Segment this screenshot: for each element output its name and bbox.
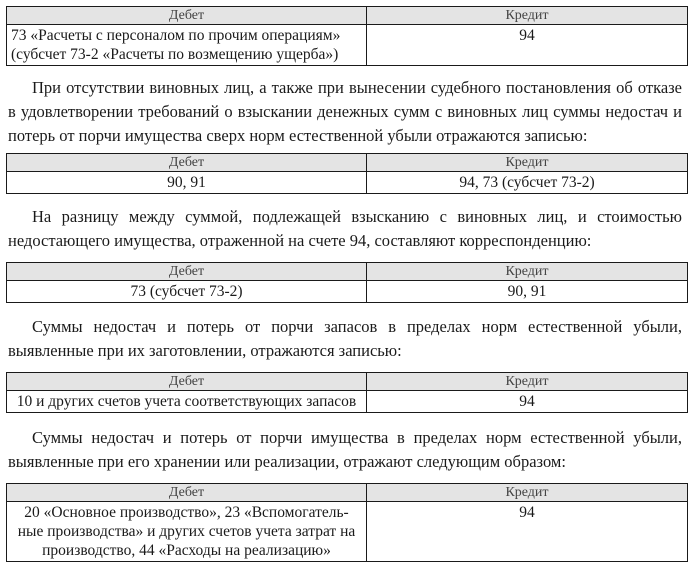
table-row [7, 25, 688, 66]
table-header-row [7, 373, 688, 391]
table-header-row [7, 263, 688, 281]
table-row [7, 281, 688, 303]
table-row [7, 172, 688, 194]
entry-table-3 [6, 262, 688, 303]
debit-text-line: ные производства» и других счетов учета затрат на [17, 523, 356, 540]
table-row [7, 391, 688, 413]
credit-cell: 94, 73 (субсчет 73-2) [367, 172, 688, 194]
debit-cell: 10 и других счетов учета соответствующих запасов [7, 391, 367, 413]
debit-text-line: 20 «Основное производство», 23 «Вспомогатель- [24, 504, 349, 521]
entry-table-2 [6, 153, 688, 194]
credit-header: Кредит [367, 484, 688, 502]
table-row [7, 502, 688, 562]
table-header-row [7, 484, 688, 502]
credit-cell: 94 [367, 391, 688, 413]
debit-header: Дебет [7, 154, 367, 172]
debit-header: Дебет [7, 263, 367, 281]
debit-header: Дебет [7, 373, 367, 391]
debit-text-line: (субсчет 73-2 «Расчеты по возмещению ущерба») [11, 46, 339, 63]
credit-header: Кредит [367, 154, 688, 172]
credit-cell: 94 [367, 25, 688, 66]
debit-cell [7, 502, 367, 562]
entry-table-4 [6, 372, 688, 413]
credit-header: Кредит [367, 7, 688, 25]
debit-text-line: 73 «Расчеты с персоналом по прочим операциям» [11, 27, 341, 44]
debit-cell [7, 25, 367, 66]
paragraph-3: Суммы недостач и потерь от порчи запасов в пределах норм естественной убыли, выявленные при их заготовлении, отражаются записью: [8, 317, 682, 360]
paragraph-2: На разницу между суммой, подлежащей взысканию с виновных лиц, и стоимостью недостающего имущества, отраженной на счете 94, составляют корреспонденцию: [8, 207, 682, 250]
paragraph-1: При отсутствии виновных лиц, а также при вынесении судебного постановления об отказе в удовлетворении требований о взыскании денежных сумм с виновных лиц суммы недостач и потерь от порчи имущества сверх норм естественной убыли отражаются записью: [8, 78, 682, 145]
entry-table-1 [6, 6, 688, 66]
entry-table-5 [6, 483, 688, 562]
table-header-row [7, 154, 688, 172]
credit-cell: 94 [367, 502, 688, 562]
debit-text-line: производство, 44 «Расходы на реализацию» [42, 542, 331, 559]
table-header-row [7, 7, 688, 25]
debit-cell: 73 (субсчет 73-2) [7, 281, 367, 303]
debit-header: Дебет [7, 484, 367, 502]
credit-header: Кредит [367, 263, 688, 281]
debit-header: Дебет [7, 7, 367, 25]
debit-cell: 90, 91 [7, 172, 367, 194]
credit-cell: 90, 91 [367, 281, 688, 303]
credit-header: Кредит [367, 373, 688, 391]
paragraph-4: Суммы недостач и потерь от порчи имущества в пределах норм естественной убыли, выявленные при его хранении или реализации, отражают следующим образом: [8, 428, 682, 471]
